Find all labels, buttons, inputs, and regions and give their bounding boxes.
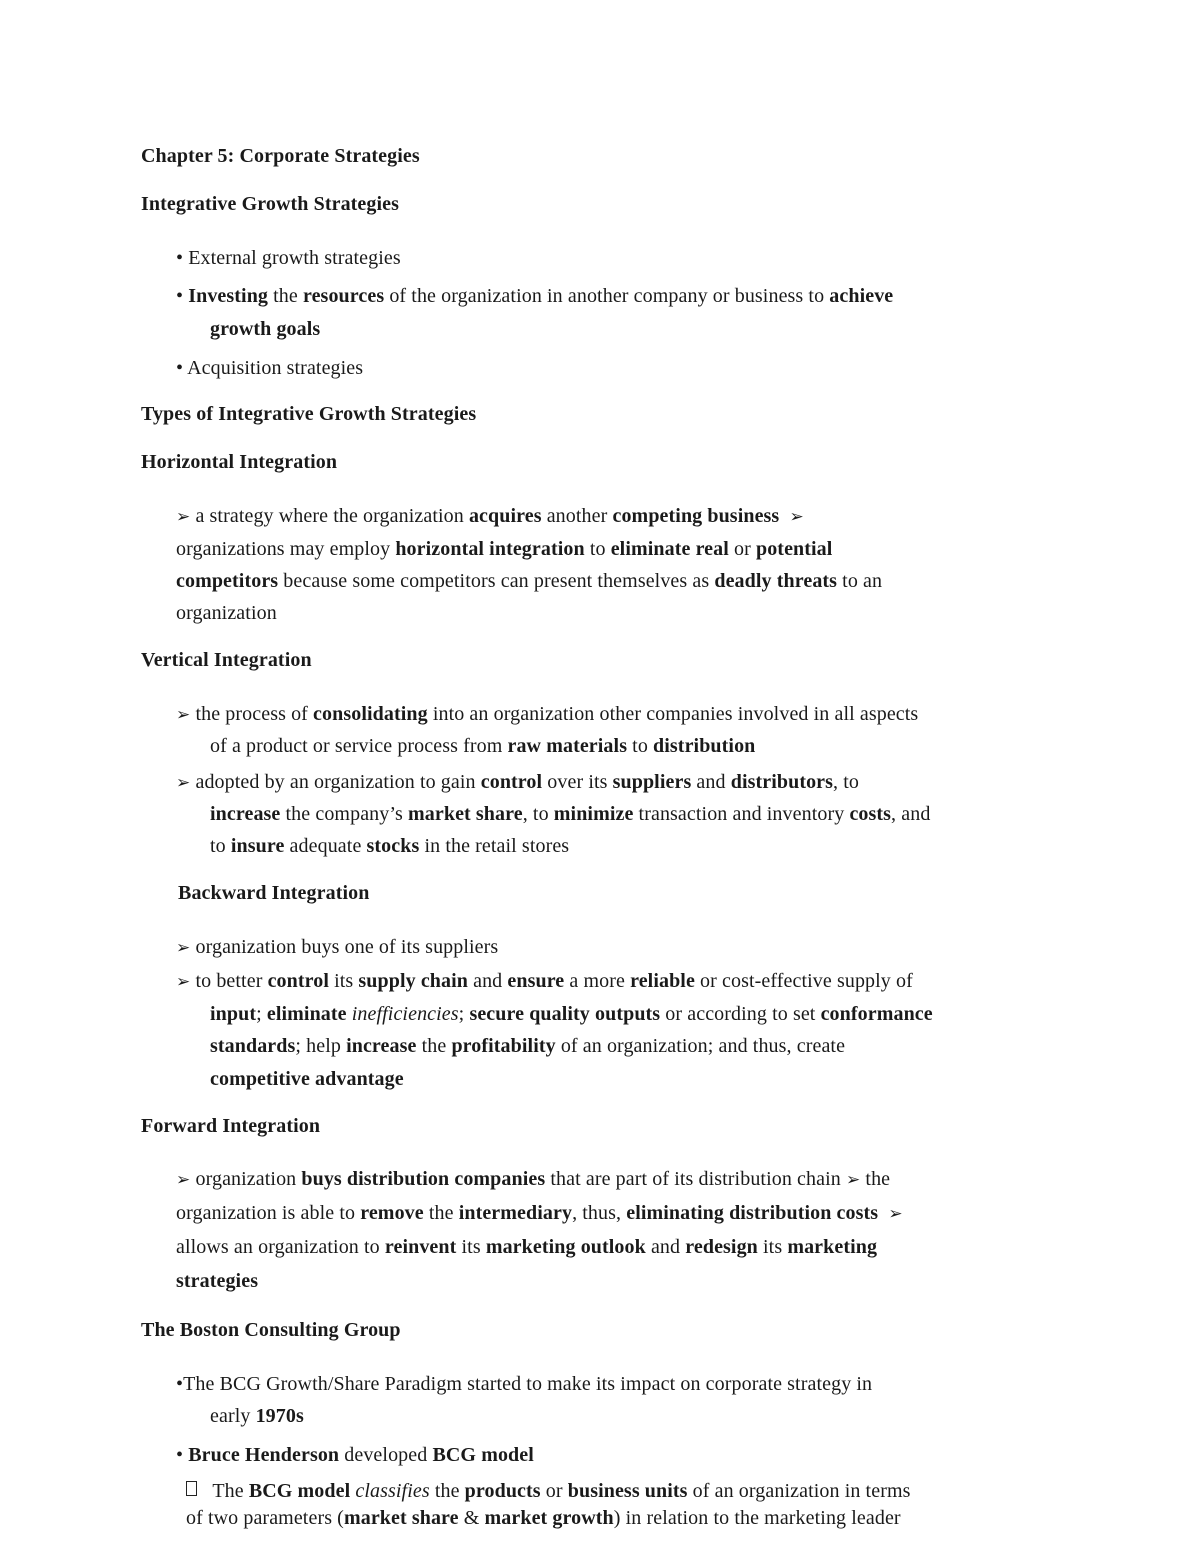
text-run: & (458, 1507, 485, 1529)
bold-term: growth goals (210, 318, 321, 340)
bullet-item (176, 1372, 872, 1396)
bold-term: consolidating (313, 703, 428, 725)
arrow-bullet-icon: ➢ (176, 773, 191, 793)
arrow-bullet-icon: ➢ (888, 1204, 903, 1224)
bold-term: input (210, 1003, 257, 1025)
heading-vertical: Vertical Integration (141, 649, 312, 671)
text-run: organization (195, 1168, 302, 1190)
arrow-bullet-icon: ➢ (176, 507, 191, 527)
text-run: of an organization in terms (687, 1480, 911, 1502)
heading-bcg: The Boston Consulting Group (141, 1319, 401, 1341)
text-run: another (541, 505, 613, 527)
bullet-symbol: • (176, 285, 184, 307)
text-run: ) in relation to the marketing leader (613, 1507, 901, 1529)
bold-term: suppliers (612, 771, 692, 793)
text-run: over its (542, 771, 613, 793)
chapter-title: Chapter 5: Corporate Strategies (141, 145, 420, 167)
text-run: early (210, 1405, 256, 1427)
text-run: , thus, (572, 1202, 627, 1224)
bold-term: market share (408, 803, 523, 825)
bold-term: remove (360, 1202, 424, 1224)
bold-term: competing business (612, 505, 780, 527)
text-run: the (860, 1168, 891, 1190)
bullet-symbol: • (176, 357, 184, 379)
heading-backward: Backward Integration (178, 882, 370, 904)
bold-term: strategies (176, 1270, 259, 1292)
bold-term: market growth (484, 1507, 614, 1529)
text-run: its (456, 1236, 486, 1258)
arrow-continuation (210, 1067, 404, 1091)
italic-term: inefficiencies (351, 1003, 459, 1025)
arrow-item (176, 969, 913, 994)
text-run: the (429, 1480, 465, 1502)
text-run: organization (176, 602, 277, 624)
bold-term: reinvent (384, 1236, 457, 1258)
text-run: of a product or service process from (210, 735, 508, 757)
heading-integrative-growth: Integrative Growth Strategies (141, 193, 400, 215)
bullet-text: Acquisition strategies (187, 357, 364, 379)
arrow-bullet-icon: ➢ (845, 1170, 861, 1190)
arrow-item (176, 504, 804, 529)
bold-term: market share (343, 1507, 459, 1529)
bold-term: deadly threats (714, 570, 838, 592)
text-run: of the organization in another company or business to (384, 285, 830, 307)
bold-term: potential (755, 538, 833, 560)
arrow-continuation (176, 537, 832, 561)
text-run: , to (833, 771, 860, 793)
text-run: the (416, 1035, 452, 1057)
bold-term: products (464, 1480, 541, 1502)
bold-term: acquires (468, 505, 542, 527)
bullet-symbol: • (176, 1444, 184, 1466)
text-run: and (468, 970, 508, 992)
text-run: transaction and inventory (633, 803, 850, 825)
bullet-item (176, 284, 893, 308)
arrow-continuation (210, 802, 930, 826)
text-run: to an (837, 570, 883, 592)
arrow-bullet-icon: ➢ (176, 1170, 191, 1190)
italic-term: classifies (355, 1480, 430, 1502)
heading-types: Types of Integrative Growth Strategies (141, 403, 477, 425)
sub-bullet-continuation (186, 1506, 901, 1530)
text-run: and (645, 1236, 686, 1258)
text-run: adopted by an organization to gain (195, 771, 481, 793)
text-run: its (329, 970, 359, 992)
bold-term: marketing outlook (485, 1236, 646, 1258)
text-run: or (728, 538, 756, 560)
bullet-continuation (210, 317, 320, 341)
text-run: The (212, 1480, 249, 1502)
text-run: the (268, 285, 303, 307)
text-run: to (627, 735, 654, 757)
arrow-item (176, 935, 498, 960)
arrow-item (176, 1167, 890, 1192)
bold-term: BCG model (248, 1480, 351, 1502)
bold-term: eliminate real (610, 538, 729, 560)
bold-term: marketing (787, 1236, 878, 1258)
text-run: to better (195, 970, 268, 992)
bold-term: Investing (188, 285, 269, 307)
bullet-text: External growth strategies (188, 247, 401, 269)
heading-forward: Forward Integration (141, 1115, 321, 1137)
bold-term: horizontal integration (395, 538, 585, 560)
text-run: in the retail stores (419, 835, 570, 857)
bold-term: control (480, 771, 543, 793)
arrow-continuation (176, 1235, 877, 1259)
bullet-item (176, 356, 363, 380)
bold-term: competitors (176, 570, 279, 592)
bullet-item (176, 246, 401, 270)
arrow-bullet-icon: ➢ (789, 507, 804, 527)
arrow-continuation (210, 834, 569, 858)
text-run: that are part of its distribution chain (545, 1168, 846, 1190)
bold-term: profitability (451, 1035, 556, 1057)
bold-term: supply chain (358, 970, 468, 992)
bold-term: costs (849, 803, 892, 825)
arrow-continuation (176, 569, 882, 593)
text-run: organizations may employ (176, 538, 396, 560)
bold-term: standards (210, 1035, 296, 1057)
text-run: , and (891, 803, 931, 825)
bold-term: ensure (507, 970, 565, 992)
bold-term: business units (567, 1480, 688, 1502)
bullet-continuation (210, 1404, 304, 1428)
text-run: organization is able to (176, 1202, 361, 1224)
bold-term: competitive advantage (210, 1068, 404, 1090)
text-run: or (540, 1480, 568, 1502)
arrow-continuation (176, 601, 277, 625)
bold-term: achieve (829, 285, 894, 307)
text-run: developed (339, 1444, 433, 1466)
text-run: a more (564, 970, 631, 992)
text-run: to (210, 835, 231, 857)
text-run: the process of (195, 703, 314, 725)
text-run: to (584, 538, 611, 560)
text-run: and (691, 771, 731, 793)
text-run: ; help (295, 1035, 347, 1057)
text-run: or cost-effective supply of (694, 970, 913, 992)
text-run: or according to set (660, 1003, 821, 1025)
bold-term: conformance (820, 1003, 933, 1025)
arrow-item (176, 702, 918, 727)
bold-term: reliable (630, 970, 695, 992)
bold-term: 1970s (255, 1405, 304, 1427)
bullet-item (176, 1443, 534, 1467)
arrow-item (176, 770, 859, 795)
square-bullet-icon (186, 1481, 197, 1496)
text-run: of two parameters ( (186, 1507, 344, 1529)
arrow-bullet-icon: ➢ (176, 938, 191, 958)
text-run: the (423, 1202, 459, 1224)
text-run: ; (256, 1003, 267, 1025)
arrow-continuation (210, 734, 755, 758)
arrow-continuation (210, 1034, 845, 1058)
arrow-continuation (210, 1002, 933, 1026)
text-run: ; (458, 1003, 470, 1025)
arrow-continuation (176, 1201, 903, 1226)
bold-term: increase (210, 803, 281, 825)
bullet-symbol: • (176, 1373, 184, 1395)
arrow-continuation (176, 1269, 258, 1293)
sub-bullet-item (186, 1479, 911, 1503)
text-run: allows an organization to (176, 1236, 385, 1258)
bold-term: insure (230, 835, 285, 857)
bold-term: resources (302, 285, 385, 307)
text-run: , to (522, 803, 554, 825)
text-run: of an organization; and thus, create (555, 1035, 846, 1057)
bold-term: minimize (553, 803, 634, 825)
bullet-symbol: • (176, 247, 184, 269)
text-run: adequate (284, 835, 367, 857)
heading-horizontal: Horizontal Integration (141, 451, 338, 473)
text-run: its (757, 1236, 788, 1258)
text-run: organization buys one of its suppliers (195, 936, 499, 958)
text-run: a strategy where the organization (195, 505, 469, 527)
bold-term: BCG model (432, 1444, 534, 1466)
bold-term: Bruce Henderson (188, 1444, 340, 1466)
bold-term: distribution (653, 735, 756, 757)
bold-term: intermediary (458, 1202, 573, 1224)
arrow-bullet-icon: ➢ (176, 705, 191, 725)
text-run: into an organization other companies involved in all aspects (427, 703, 919, 725)
bold-term: control (267, 970, 329, 992)
bold-term: redesign (685, 1236, 758, 1258)
text-run: the company’s (280, 803, 409, 825)
bold-term: raw materials (507, 735, 628, 757)
bold-term: increase (346, 1035, 417, 1057)
text-run: The BCG Growth/Share Paradigm started to make its impact on corporate strategy in (183, 1373, 873, 1395)
bold-term: buys distribution companies (301, 1168, 546, 1190)
bold-term: distributors (730, 771, 834, 793)
bold-term: stocks (366, 835, 420, 857)
text-run: because some competitors can present themselves as (278, 570, 715, 592)
bold-term: eliminating distribution costs (626, 1202, 879, 1224)
bold-term: secure quality outputs (469, 1003, 661, 1025)
arrow-bullet-icon: ➢ (176, 972, 191, 992)
bold-term: eliminate (266, 1003, 347, 1025)
